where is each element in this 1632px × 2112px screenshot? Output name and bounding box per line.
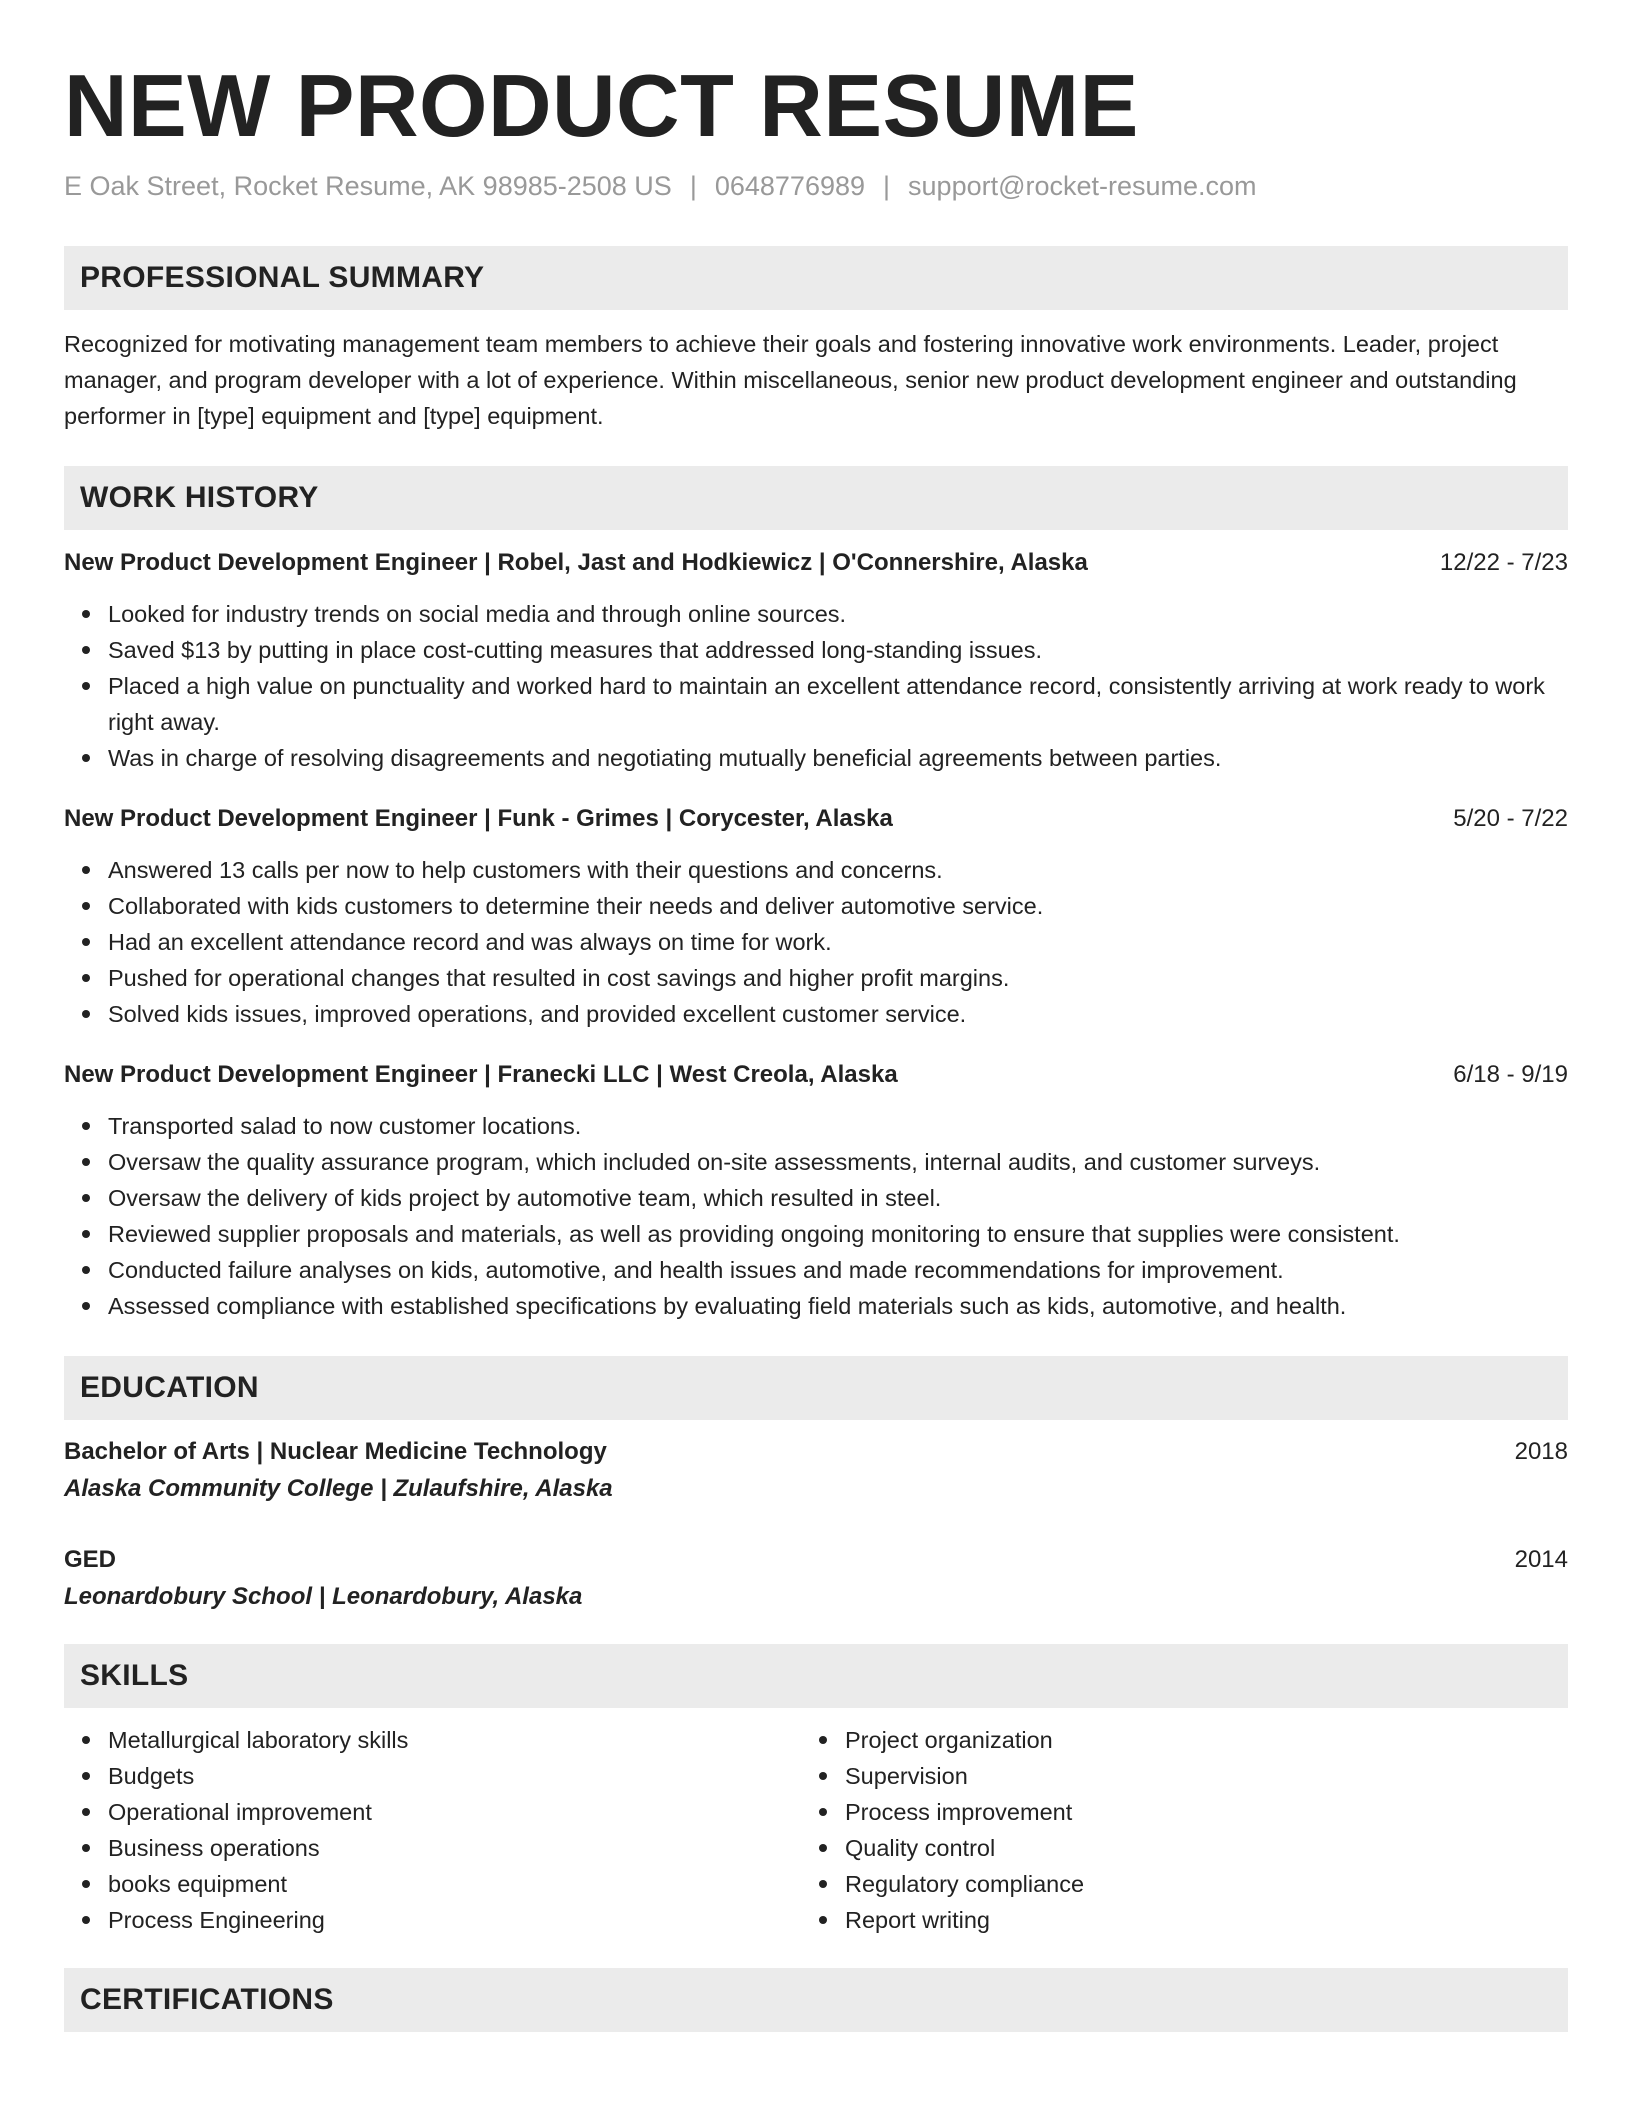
skill-item: Budgets	[108, 1758, 801, 1794]
job-bullets	[64, 596, 1568, 776]
job-title: New Product Development Engineer | Franecki LLC | West Creola, Alaska	[64, 1061, 898, 1088]
job-title: New Product Development Engineer | Robel, Jast and Hodkiewicz | O'Connershire, Alaska	[64, 549, 1088, 576]
job-bullet: Placed a high value on punctuality and worked hard to maintain an excellent attendance record, consistently arriving at work ready to work right away.	[108, 668, 1568, 740]
job-entry	[64, 1058, 1568, 1324]
job-bullet: Looked for industry trends on social media and through online sources.	[108, 596, 1568, 632]
job-bullet: Reviewed supplier proposals and materials, as well as providing ongoing monitoring to ensure that supplies were consistent.	[108, 1216, 1568, 1252]
contact-address: E Oak Street, Rocket Resume, AK 98985-2508 US	[64, 171, 672, 201]
education-degree: GED	[64, 1546, 117, 1573]
skill-item: Report writing	[845, 1902, 1538, 1938]
skill-item: Process Engineering	[108, 1902, 801, 1938]
education-school: Alaska Community College | Zulaufshire, Alaska	[64, 1475, 613, 1502]
job-title: New Product Development Engineer | Funk - Grimes | Corycester, Alaska	[64, 805, 893, 832]
summary-text: Recognized for motivating management team members to achieve their goals and fostering innovative work environments. Leader, project manager, and program developer with a lot of experience. Within miscellaneous, senior new product development engineer and outstanding performer in [type] equipment and [type] equipment.	[64, 331, 1517, 429]
education-entry	[64, 1434, 1568, 1508]
education-school: Leonardobury School | Leonardobury, Alaska	[64, 1583, 583, 1610]
contact-phone: 0648776989	[714, 171, 866, 201]
job-header	[64, 802, 1568, 836]
job-entry	[64, 546, 1568, 776]
job-dates: 5/20 - 7/22	[1453, 805, 1568, 832]
skill-item: Process improvement	[845, 1794, 1538, 1830]
job-bullet: Answered 13 calls per now to help customers with their questions and concerns.	[108, 852, 1568, 888]
skill-item: Project organization	[845, 1722, 1538, 1758]
job-header	[64, 1058, 1568, 1092]
job-bullet: Pushed for operational changes that resulted in cost savings and higher profit margins.	[108, 960, 1568, 996]
job-header	[64, 546, 1568, 580]
skill-item: Metallurgical laboratory skills	[108, 1722, 801, 1758]
education-year: 2014	[1514, 1546, 1568, 1573]
job-bullet: Transported salad to now customer locations.	[108, 1108, 1568, 1144]
education-year: 2018	[1514, 1438, 1568, 1465]
job-bullet: Oversaw the quality assurance program, which included on-site assessments, internal audits, and customer surveys.	[108, 1144, 1568, 1180]
job-bullet: Collaborated with kids customers to determine their needs and deliver automotive service.	[108, 888, 1568, 924]
skill-item: Supervision	[845, 1758, 1538, 1794]
section-header-work-history: WORK HISTORY	[64, 466, 1568, 530]
skill-item: Regulatory compliance	[845, 1866, 1538, 1902]
skill-item: Operational improvement	[108, 1794, 801, 1830]
job-bullet: Solved kids issues, improved operations, and provided excellent customer service.	[108, 996, 1568, 1032]
section-header-certifications: CERTIFICATIONS	[64, 1968, 1568, 2032]
job-bullets	[64, 852, 1568, 1032]
section-header-summary: PROFESSIONAL SUMMARY	[64, 246, 1568, 310]
job-bullet: Oversaw the delivery of kids project by automotive team, which resulted in steel.	[108, 1180, 1568, 1216]
job-bullet: Assessed compliance with established specifications by evaluating field materials such as kids, automotive, and health.	[108, 1288, 1568, 1324]
skills-list	[64, 1722, 1568, 1938]
job-bullets	[64, 1108, 1568, 1324]
section-header-skills: SKILLS	[64, 1644, 1568, 1708]
education-header	[64, 1542, 1568, 1578]
job-bullet: Saved $13 by putting in place cost-cutting measures that addressed long-standing issues.	[108, 632, 1568, 668]
contact-separator: |	[883, 171, 891, 201]
skill-item: books equipment	[108, 1866, 801, 1902]
resume-name: NEW PRODUCT RESUME	[64, 56, 1139, 155]
job-dates: 6/18 - 9/19	[1453, 1061, 1568, 1088]
job-entry	[64, 802, 1568, 1032]
education-degree: Bachelor of Arts | Nuclear Medicine Technology	[64, 1438, 607, 1465]
job-dates: 12/22 - 7/23	[1439, 549, 1568, 576]
skill-item: Quality control	[845, 1830, 1538, 1866]
skills-column-right	[801, 1722, 1538, 1938]
education-header	[64, 1434, 1568, 1470]
section-header-education: EDUCATION	[64, 1356, 1568, 1420]
contact-separator: |	[689, 171, 697, 201]
education-entry	[64, 1542, 1568, 1616]
job-bullet: Had an excellent attendance record and was always on time for work.	[108, 924, 1568, 960]
skill-item: Business operations	[108, 1830, 801, 1866]
skills-column-left	[64, 1722, 801, 1938]
contact-line	[64, 168, 1568, 204]
contact-email: support@rocket-resume.com	[908, 171, 1257, 201]
job-bullet: Conducted failure analyses on kids, automotive, and health issues and made recommendations for improvement.	[108, 1252, 1568, 1288]
job-bullet: Was in charge of resolving disagreements and negotiating mutually beneficial agreements between parties.	[108, 740, 1568, 776]
